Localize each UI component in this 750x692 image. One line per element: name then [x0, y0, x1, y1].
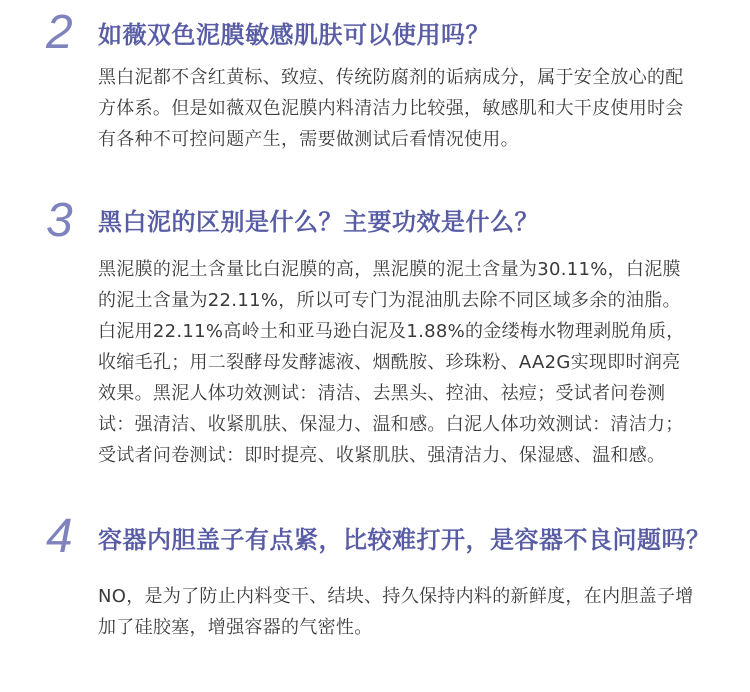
faq-answer [98, 581, 694, 643]
faq-answer-line: 黑泥膜的泥土含量比白泥膜的高，黑泥膜的泥土含量为30.11%，白泥膜 [98, 259, 681, 280]
faq-answer-line: 方体系。但是如薇双色泥膜内料清洁力比较强，敏感肌和大干皮使用时会 [98, 98, 684, 119]
faq-number: 3 [46, 194, 73, 247]
faq-item [0, 0, 750, 180]
faq-answer-line: NO，是为了防止内料变干、结块、持久保持内料的新鲜度，在内胆盖子增 [98, 586, 694, 607]
faq-answer-line: 受试者问卷测试：即时提亮、收紧肌肤、强清洁力、保湿感、温和感。 [98, 445, 666, 466]
faq-question: 黑白泥的区别是什么？主要功效是什么？ [98, 208, 539, 236]
faq-answer [98, 62, 684, 155]
faq-item [0, 500, 750, 692]
faq-answer-line: 白泥用22.11%高岭土和亚马逊白泥及1.88%的金缕梅水物理剥脱角质， [98, 321, 685, 342]
faq-number: 2 [46, 6, 73, 59]
faq-question: 容器内胆盖子有点紧，比较难打开，是容器不良问题吗？ [98, 526, 711, 554]
faq-answer-line: 有各种不可控问题产生，需要做测试后看情况使用。 [98, 129, 519, 150]
faq-answer-line: 效果。黑泥人体功效测试：清洁、去黑头、控油、祛痘；受试者问卷测 [98, 383, 666, 404]
faq-answer-line: 黑白泥都不含红黄标、致痘、传统防腐剂的诟病成分，属于安全放心的配 [98, 67, 684, 88]
faq-answer-line: 的泥土含量为22.11%，所以可专门为混油肌去除不同区域多余的油脂。 [98, 290, 681, 311]
faq-question: 如薇双色泥膜敏感肌肤可以使用吗？ [98, 21, 490, 49]
faq-item [0, 186, 750, 486]
faq-answer-line: 加了硅胶塞，增强容器的气密性。 [98, 617, 373, 638]
faq-answer-line: 试：强清洁、收紧肌肤、保湿力、温和感。白泥人体功效测试：清洁力； [98, 414, 684, 435]
faq-answer-line: 收缩毛孔；用二裂酵母发酵滤液、烟酰胺、珍珠粉、AA2G实现即时润亮 [98, 352, 681, 373]
faq-answer [98, 254, 685, 471]
faq-number: 4 [46, 510, 73, 563]
